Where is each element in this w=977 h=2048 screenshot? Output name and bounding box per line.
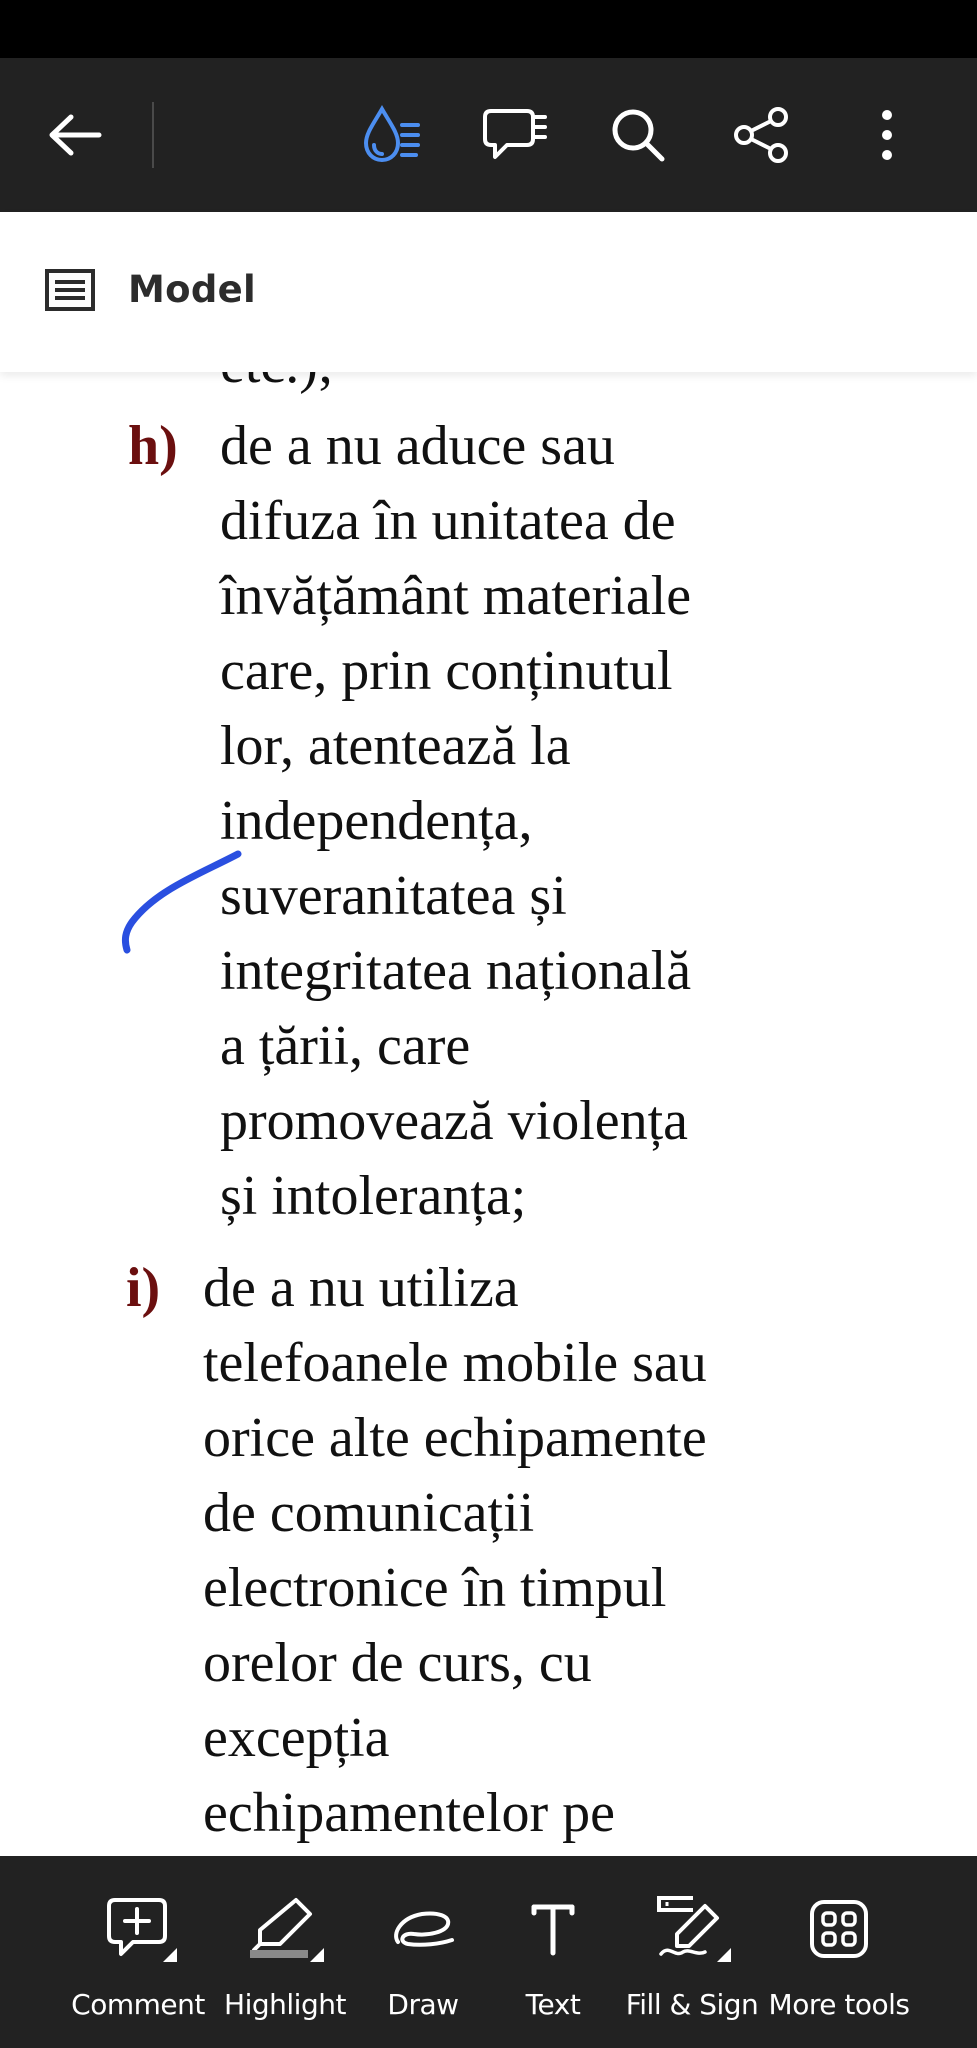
text-line: și intoleranța; [220,1165,527,1227]
text-line: promovează violența [220,1090,689,1152]
text-line: orice alte echipamente [203,1407,707,1469]
text-icon [528,1901,578,1957]
text-line: de comunicații [203,1482,535,1544]
outline-button[interactable] [44,268,104,320]
text-line: electronice în timpul [203,1557,667,1619]
back-button[interactable] [30,90,120,180]
tool-label: More tools [768,1988,910,2021]
tool-label: Highlight [224,1988,346,2021]
text-line: lor, atentează la [220,715,571,777]
more-options-button[interactable] [842,90,932,180]
search-button[interactable] [593,90,683,180]
toolbar-divider [152,102,154,168]
text-line: echipamentelor pe [203,1782,616,1844]
comments-list-button[interactable] [470,90,560,180]
bottom-toolbar [0,1856,977,2048]
status-bar [0,0,977,58]
outline-icon [44,268,96,312]
liquid-mode-icon [360,103,424,167]
share-icon [732,105,792,165]
document-title: Model [128,268,257,311]
text-line: orelor de curs, cu [203,1632,592,1694]
draw-icon [388,1904,458,1954]
text-line: a țării, care [220,1015,471,1077]
tool-label: Fill & Sign [625,1988,759,2021]
more-vertical-icon [877,107,897,163]
share-button[interactable] [717,90,807,180]
ink-annotation[interactable] [110,842,250,962]
highlight-icon [240,1894,330,1964]
tool-label: Text [525,1988,581,2021]
text-line: de a nu aduce sau [220,415,615,477]
text-line: excepția [203,1707,390,1769]
tool-label: Comment [71,1988,205,2021]
top-toolbar [0,58,977,212]
list-marker-h: h) [128,415,178,477]
text-line: suveranitatea și [220,865,567,927]
tool-more-tools[interactable] [764,1856,914,2048]
tool-label: Draw [387,1988,459,2021]
text-line: difuza în unitatea de [220,490,676,552]
text-line: care, prin conținutul [220,640,673,702]
liquid-mode-button[interactable] [347,90,437,180]
text-line: telefoanele mobile sau [203,1332,707,1394]
text-line: independența, [220,790,533,852]
text-line: integritatea națională [220,940,692,1002]
text-line: învățământ materiale [220,565,692,627]
arrow-left-icon [47,113,103,157]
comment-add-icon [93,1894,183,1964]
comments-list-icon [483,105,547,165]
fill-sign-icon [647,1894,737,1964]
text-line: de a nu utiliza [203,1257,519,1319]
more-tools-icon [809,1899,869,1959]
search-icon [610,107,666,163]
list-marker-i: i) [126,1257,161,1319]
document-page[interactable] [0,372,977,1856]
document-title-bar [0,212,977,372]
